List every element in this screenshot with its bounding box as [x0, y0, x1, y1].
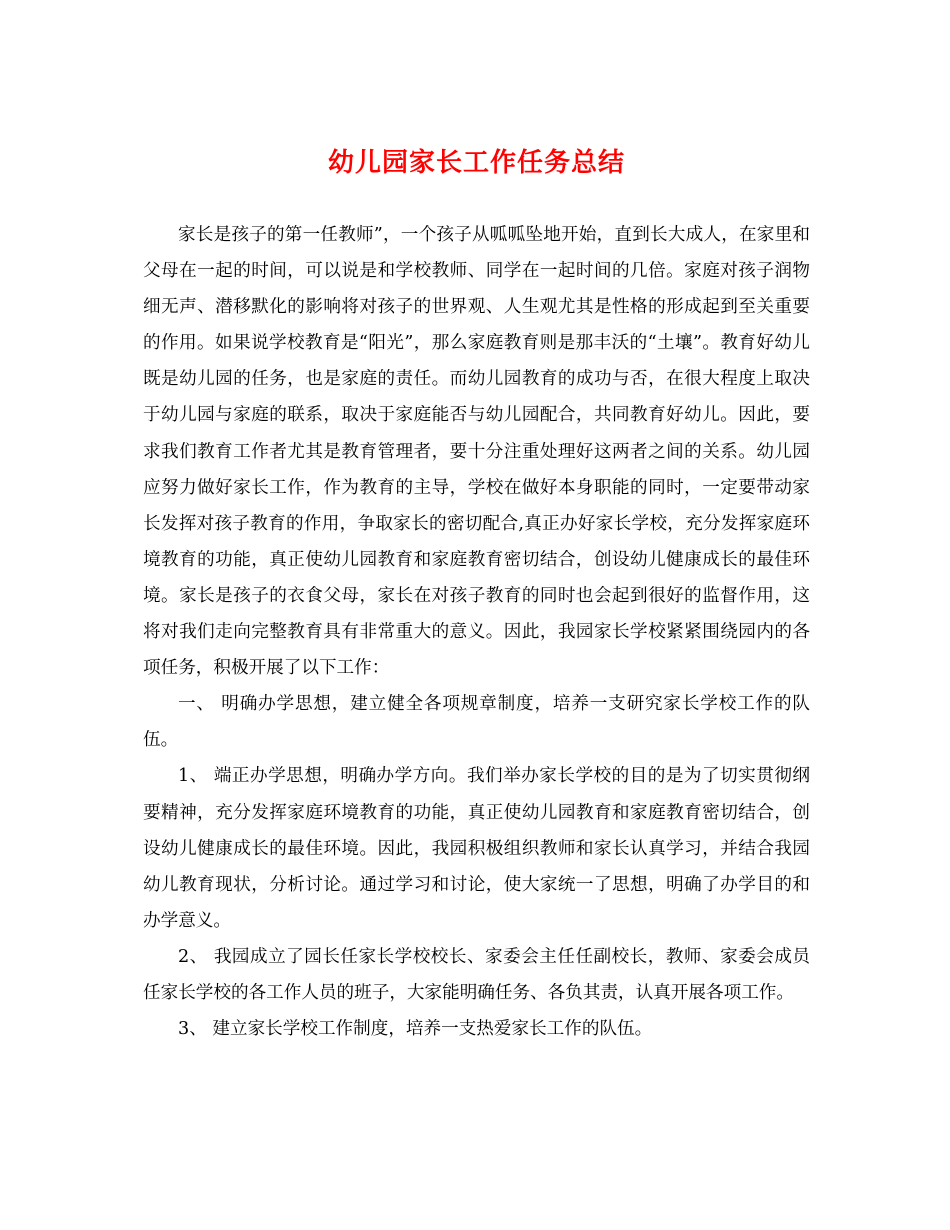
paragraph-item-3: 3、 建立家长学校工作制度，培养一支热爱家长工作的队伍。	[178, 1019, 653, 1040]
paragraph-intro: 家长是孩子的第一任教师”，一个孩子从呱呱坠地开始，直到长大成人，在家里和父母在一起的时间，可以说是和学校教师、同学在一起时间的几倍。家庭对孩子润物细无声、潜移默化的影响将对孩子的世界观、人生观尤其是性格的形成起到至关重要的作用。如果说学校教育是“阳光”，那么家庭教育则是那丰沃的“土壤”。教育好幼儿既是幼儿园的任务，也是家庭的责任。而幼儿园教育的成功与否，在很大程度上取决于幼儿园与家庭的联系，取决于家庭能否与幼儿园配合，共同教育好幼儿。因此，要求我们教育工作者尤其是教育管理者，要十分注重处理好这两者之间的关系。幼儿园应努力做好家长工作，作为教育的主导，学校在做好本身职能的同时，一定要带动家长发挥对孩子教育的作用，争取家长的密切配合,真正办好家长学校，充分发挥家庭环境教育的功能，真正使幼儿园教育和家庭教育密切结合，创设幼儿健康成长的最佳环境。家长是孩子的衣食父母，家长在对孩子教育的同时也会起到很好的监督作用，这将对我们走向完整教育具有非常重大的意义。因此，我园家长学校紧紧围绕园内的各项任务，积极开展了以下工作：	[143, 225, 810, 679]
paragraph-item-1: 1、 端正办学思想，明确办学方向。我们举办家长学校的目的是为了切实贯彻纲要精神，充分发挥家庭环境教育的功能，真正使幼儿园教育和家庭教育密切结合，创设幼儿健康成长的最佳环境。因此，我园积极组织教师和家长认真学习，并结合我园幼儿教育现状，分析讨论。通过学习和讨论，使大家统一了思想，明确了办学目的和办学意义。	[143, 766, 810, 931]
paragraph-section-1-heading: 一、 明确办学思想，建立健全各项规章制度，培养一支研究家长学校工作的队伍。	[143, 694, 810, 751]
document-title: 幼儿园家长工作任务总结	[327, 148, 625, 178]
paragraph-item-2: 2、 我园成立了园长任家长学校校长、家委会主任任副校长，教师、家委会成员任家长学校的各工作人员的班子，大家能明确任务、各负其责，认真开展各项工作。	[143, 946, 810, 1003]
